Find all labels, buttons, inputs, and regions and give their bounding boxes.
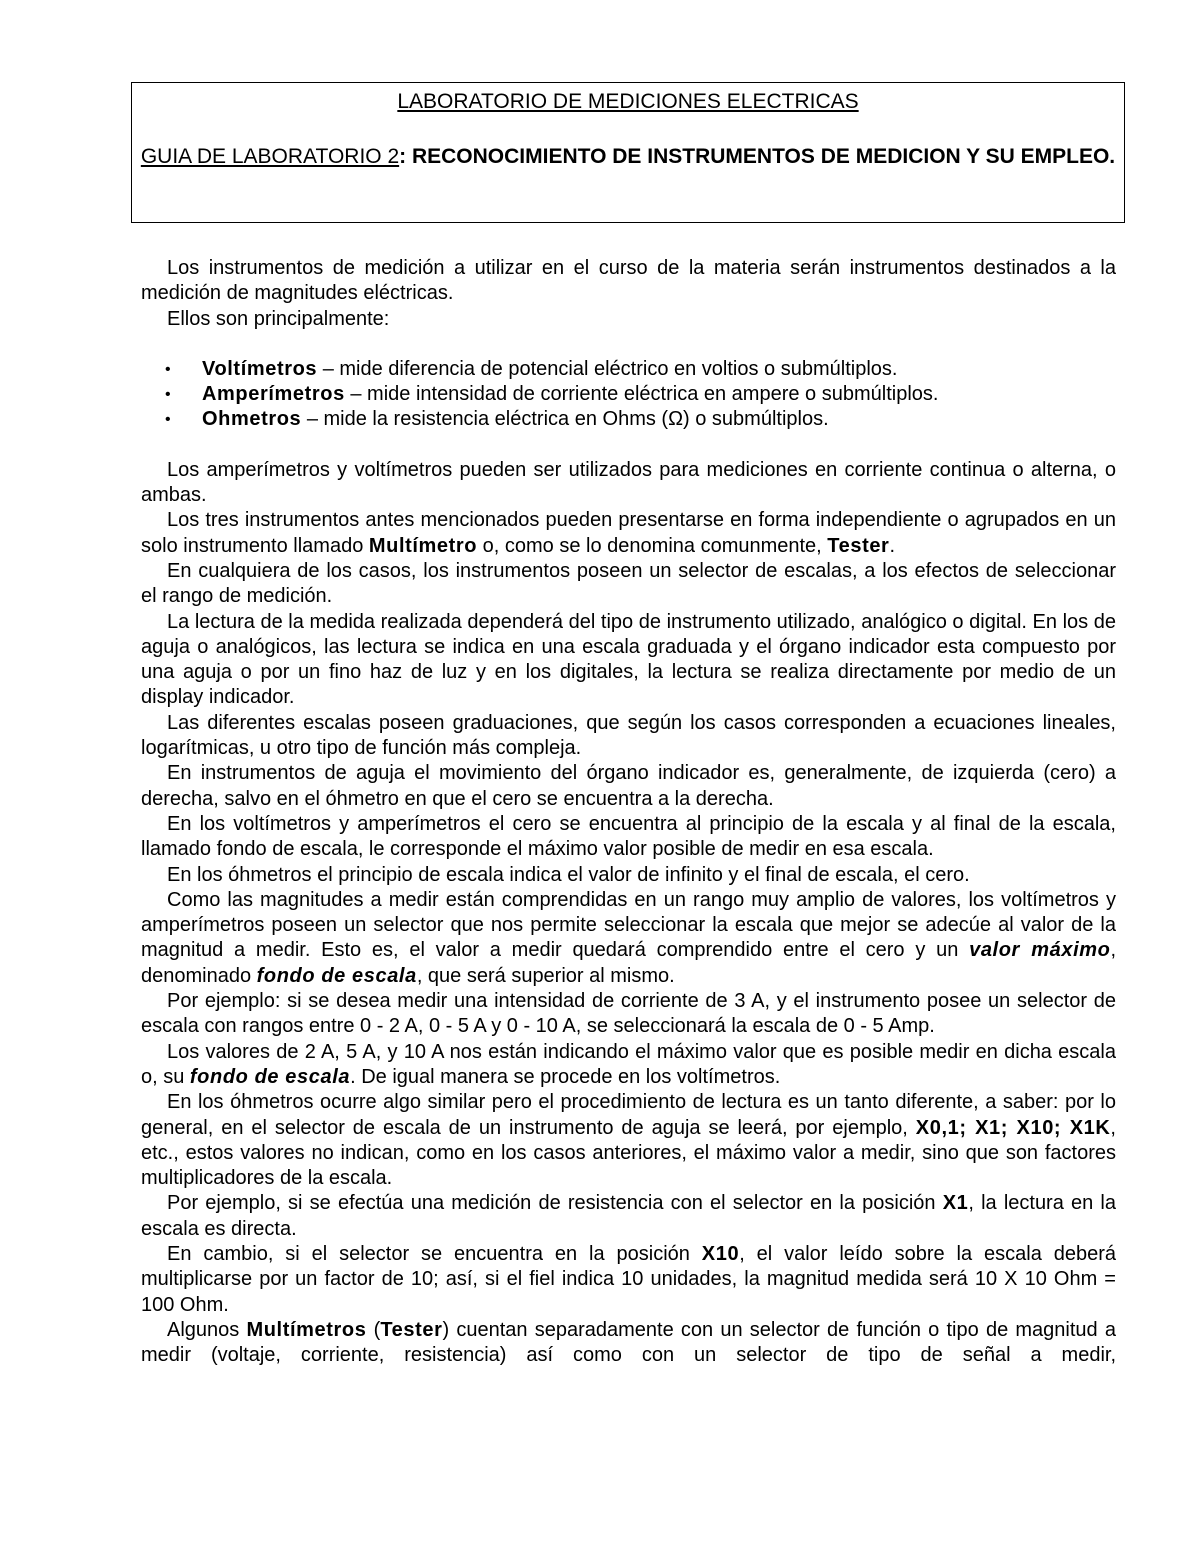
document-body [141,256,1116,1368]
text-run: . De igual manera se procede en los voltímetros. [350,1065,781,1088]
emphasis-term: X10 [701,1242,740,1265]
text-run: Los valores de 2 A, 5 A, y 10 A nos están indicando el máximo valor que es posible medir en dicha escala o, su [141,1040,1116,1088]
emphasis-term: X1 [942,1192,969,1215]
bullet-icon: • [165,411,171,429]
text-run: , denominado [141,939,1117,987]
paragraph-intro: Los instrumentos de medición a utilizar en el curso de la materia serán instrumentos destinados a la medición de magnitudes eléctricas. [141,257,1116,305]
paragraph: Los amperímetros y voltímetros pueden ser utilizados para mediciones en corriente continua o alterna, o ambas. [141,458,1116,507]
paragraph: La lectura de la medida realizada dependerá del tipo de instrumento utilizado, analógico o digital. En los de aguja o analógicos, las lectura se indica en una escala graduada y el órgano indicador esta compuesto por una aguja o por un fino haz de luz y en los digitales, la lectura se realiza directamente por medio de un display indicador. [141,610,1116,709]
paragraph: En los óhmetros el principio de escala indica el valor de infinito y el final de escala, el cero. [167,863,970,886]
list-term: Voltímetros [202,357,318,380]
text-run: En cambio, si el selector se encuentra en la posición [167,1242,702,1265]
title-box [131,82,1125,223]
text-run: , que será superior al mismo. [416,964,675,987]
text-run: En los óhmetros ocurre algo similar pero el procedimiento de lectura es un tanto diferente, a saber: por lo general, en el selector de escala de un instrumento de aguja se leerá, por ejemplo, [141,1091,1116,1139]
text-run: Algunos [167,1318,247,1341]
text-run: ( [366,1318,381,1341]
paragraph [141,1242,1116,1318]
text-run: o, como se lo denomina comunmente, [477,534,828,557]
list-term: Ohmetros [202,408,302,431]
list-item [141,357,1116,382]
text-run: Como las magnitudes a medir están comprendidas en un rango muy amplio de valores, los voltímetros y amperímetros poseen un selector que nos permite seleccionar la escala que mejor se adecúe al valor de la magnitud a medir. Esto es, el valor a medir quedará comprendido entre el cero y un [141,888,1116,962]
text-run: ) cuentan separadamente con un selector de función o tipo de magnitud a medir (voltaje, corriente, resistencia) así como con un selector de tipo de señal a medir, [141,1318,1116,1367]
guide-title: : RECONOCIMIENTO DE INSTRUMENTOS DE MEDICION Y SU EMPLEO. [399,145,1116,168]
spacer [141,332,1116,357]
paragraph [141,1090,1116,1191]
emphasis-term: valor máximo [969,939,1111,962]
emphasis-term: Tester [827,534,890,557]
emphasis-term: fondo de escala [256,964,417,987]
list-desc: – mide diferencia de potencial eléctrico en voltios o submúltiplos. [317,357,898,380]
list-term: Amperímetros [202,383,345,406]
paragraph: En instrumentos de aguja el movimiento del órgano indicador es, generalmente, de izquierda (cero) a derecha, salvo en el óhmetro en que el cero se encuentra a la derecha. [141,762,1116,810]
text-run: Por ejemplo, si se efectúa una medición de resistencia con el selector en la posición [167,1192,943,1215]
emphasis-term: Tester [380,1318,443,1341]
text-run: Los tres instrumentos antes mencionados pueden presentarse en forma independiente o agrupados en un solo instrumento llamado [141,509,1116,557]
spacer [141,433,1116,458]
list-desc: – mide la resistencia eléctrica en Ohms (Ω) o submúltiplos. [301,408,829,431]
emphasis-term: Multímetro [368,534,478,557]
text-run: , etc., estos valores no indican, como en los casos anteriores, el máximo valor a medir, sino que son factores multiplicadores de la escala. [141,1116,1116,1190]
paragraph-list-intro: Ellos son principalmente: [167,307,390,330]
list-item [141,407,1116,432]
bullet-icon: • [165,386,171,404]
text-run: , el valor leído sobre la escala deberá multiplicarse por un factor de 10; así, si el fiel indica 10 unidades, la magnitud medida será 10 X 10 Ohm = 100 Ohm. [141,1242,1117,1316]
bullet-icon: • [165,360,171,378]
paragraph [141,1318,1116,1369]
paragraph [141,888,1116,989]
paragraph [141,508,1116,559]
paragraph: Por ejemplo: si se desea medir una intensidad de corriente de 3 A, y el instrumento posee un selector de escala con rangos entre 0 - 2 A, 0 - 5 A y 0 - 10 A, se seleccionará la escala de 0 - 5 Amp. [141,990,1116,1038]
list-desc: – mide intensidad de corriente eléctrica en ampere o submúltiplos. [344,383,939,406]
paragraph [141,1040,1116,1091]
instrument-list [141,357,1116,433]
paragraph [141,1191,1116,1242]
text-run: , la lectura en la escala es directa. [141,1192,1116,1240]
emphasis-term: fondo de escala [189,1065,351,1088]
document-title: LABORATORIO DE MEDICIONES ELECTRICAS [397,90,859,113]
emphasis-term: Multímetros [246,1318,367,1341]
paragraph: En los voltímetros y amperímetros el cero se encuentra al principio de la escala y al final de la escala, llamado fondo de escala, le corresponde el máximo valor posible de medir en esa escala. [141,812,1116,861]
paragraph: En cualquiera de los casos, los instrumentos poseen un selector de escalas, a los efectos de seleccionar el rango de medición. [141,559,1116,608]
guide-label: GUIA DE LABORATORIO 2 [140,145,400,168]
emphasis-term: X0,1; X1; X10; X1K [915,1116,1111,1139]
paragraph: Las diferentes escalas poseen graduaciones, que según los casos corresponden a ecuaciones lineales, logarítmicas, u otro tipo de función más compleja. [141,711,1116,760]
list-item [141,382,1116,407]
text-run: . [889,534,896,557]
guide-heading [132,144,1124,170]
